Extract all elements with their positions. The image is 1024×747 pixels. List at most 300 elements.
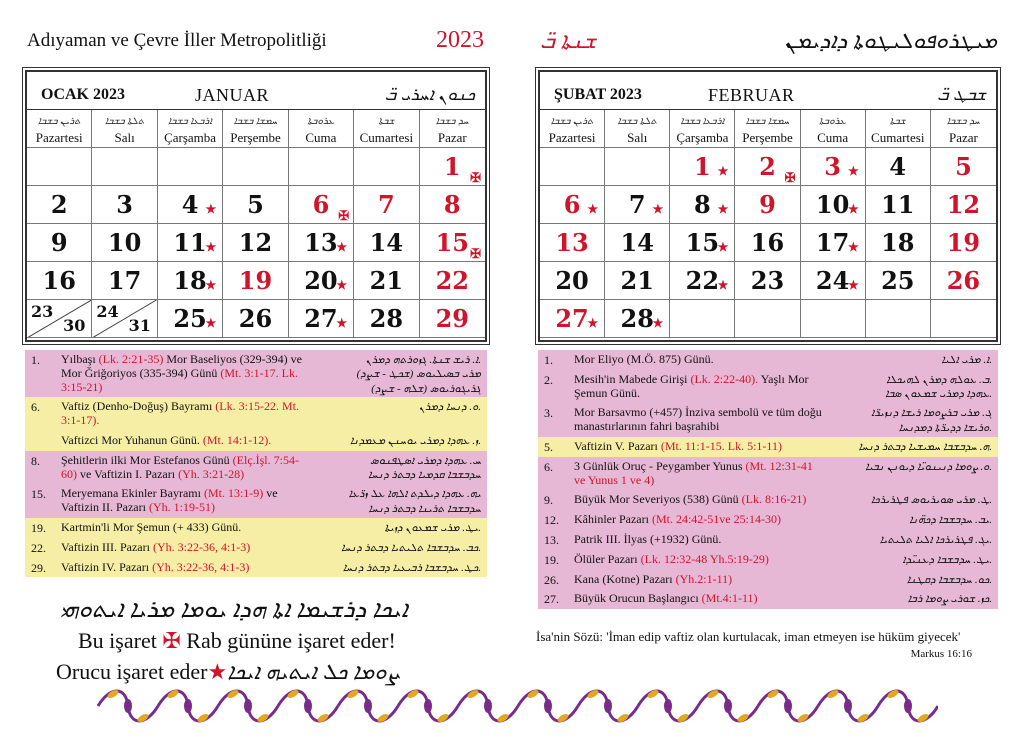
- event-day: 22.: [31, 540, 46, 555]
- day-number: 12: [946, 190, 981, 219]
- event-day: 29.: [31, 560, 46, 575]
- event-text: [61, 454, 313, 482]
- legend-sunday-text-pre: Bu işaret: [78, 628, 157, 653]
- day-number: 1: [694, 152, 711, 181]
- event-description: Şehitlerin ilki Mor Estefanos Günü: [61, 452, 230, 467]
- star-icon: ★: [652, 316, 664, 330]
- day-number: 9: [50, 228, 68, 257]
- ornament-border-icon: [88, 684, 938, 728]
- day-cell: [801, 224, 866, 262]
- month-title-syriac: ܟܢܘܢ ܐܚܪܝ ܒ̈: [384, 85, 475, 104]
- event-syriac: ܘ. ܨܘܡܐ ܕܢܝܢܘܝ̈ܐ ܕܝܘܢܢ ܢܒܝܐ.: [865, 460, 992, 473]
- day-cell: [605, 262, 670, 300]
- empty-day-cell: [670, 300, 735, 338]
- event-day: 2.: [544, 372, 553, 387]
- weekday-tr: Pazar: [948, 130, 978, 145]
- day-number: 11: [881, 190, 915, 219]
- day-number: 22: [685, 266, 720, 295]
- weekday-header: [289, 110, 354, 148]
- weekday-header: [866, 110, 931, 148]
- weekday-tr: Salı: [627, 130, 648, 145]
- event-syriac: ܒ. ܥܘܠܗ ܕܡܪܢ ܠܗܝܟܠܐ. ܥܗܕܐ ܕܡܪܝ ܫܡܥܘܢ ܣܒܐ.: [885, 373, 992, 401]
- event-description: Ölüler Pazarı: [574, 551, 638, 566]
- day-cell: [223, 262, 288, 300]
- weekday-tr: Perşembe: [230, 130, 281, 145]
- weekday-tr: Salı: [114, 130, 135, 145]
- star-icon: ★: [205, 240, 217, 254]
- weekday-header: [158, 110, 223, 148]
- day-number: 4: [889, 152, 907, 181]
- day-number: 7: [378, 190, 395, 219]
- event-day: 5.: [544, 439, 553, 454]
- weekday-header: [670, 110, 735, 148]
- event-description: ve Vaftizin I. Pazarı: [80, 466, 176, 481]
- day-cell: [158, 300, 223, 338]
- day-cell: [866, 186, 931, 224]
- star-icon: ★: [652, 202, 664, 216]
- day-cell: [540, 224, 605, 262]
- event-reference: (Lk. 3:15-22. Mt. 3:1-17).: [61, 399, 299, 428]
- event-syriac: ܗ. ܚܕܒܫܒܐ ܚܡܝܫܝܐ ܕܒܬܪ ܕܢܚܐ.: [858, 440, 992, 453]
- weekday-header: [605, 110, 670, 148]
- day-cell: [931, 262, 996, 300]
- event-description: Kana (Kotne) Pazarı: [574, 571, 673, 586]
- day-number: 12: [238, 228, 273, 257]
- event-row: [25, 558, 487, 578]
- day-number: 28: [369, 304, 404, 333]
- event-text: [574, 440, 824, 454]
- star-icon: ★: [847, 278, 859, 292]
- cross-icon: ✠: [784, 171, 796, 186]
- day-cell: [605, 300, 670, 338]
- day-number: 20: [304, 266, 338, 295]
- event-text: [574, 460, 824, 488]
- weekday-tr: Cumartesi: [871, 130, 925, 145]
- day-number: 18: [173, 266, 207, 295]
- day-cell: [158, 262, 223, 300]
- event-row: [538, 437, 998, 457]
- weekday-tr: Pazartesi: [35, 130, 83, 145]
- events-list-february: [538, 350, 998, 609]
- empty-day-cell: [158, 148, 223, 186]
- event-description: Vaftizin V. Pazarı: [574, 438, 658, 453]
- event-text: [574, 533, 824, 547]
- event-row: [538, 350, 998, 370]
- day-number: 4: [181, 190, 199, 219]
- event-description: Mor Barsavmo (+457) İnziva sembolü ve tüm doğu manastırlarının fahri başrahibi: [574, 405, 822, 434]
- day-number: 10: [107, 228, 142, 257]
- event-text: [61, 400, 313, 428]
- day-cell: [223, 300, 288, 338]
- star-icon: ★: [336, 240, 348, 254]
- event-reference: (Lk. 8:16-21): [741, 492, 807, 507]
- event-text: [574, 513, 824, 527]
- event-syriac: ܟܛ. ܚܕܒܫܒܐ ܪܒܝܥܝܐ ܕܒܬܪ ܕܢܚܐ.: [342, 561, 481, 574]
- weekday-tr: Perşembe: [742, 130, 793, 145]
- event-row: [25, 350, 487, 397]
- empty-day-cell: [605, 148, 670, 186]
- cross-icon: ✠: [470, 247, 481, 262]
- event-description: Mor Baseliyos (329-394) ve Mor Ğriğoriyos (335-394) Günü: [61, 352, 302, 380]
- day-number: 7: [628, 190, 646, 219]
- day-cell: [223, 186, 288, 224]
- event-syriac: ܟܙ. ܫܘܪܝ ܨܘܡܐ ܪܒܐ.: [907, 593, 992, 606]
- day-number: 26: [946, 266, 981, 295]
- event-text: [61, 541, 313, 555]
- month-title-de: JANUAR: [195, 85, 270, 105]
- event-reference: (Mt.4:1-11): [701, 591, 758, 606]
- event-reference: (Yh. 3:22-36, 4:1-3): [152, 559, 250, 574]
- event-reference: (Yh. 1:19-51): [148, 500, 215, 515]
- event-description: Kartmin'li Mor Şemun (+ 433) Günü.: [61, 519, 242, 534]
- event-text: [61, 561, 313, 575]
- day-cell: [420, 148, 485, 186]
- page-header: [0, 0, 1024, 60]
- day-number: 28: [620, 304, 654, 333]
- syriac-year-label: ܫܢܬܐ ܒ̈: [540, 28, 597, 53]
- day-number: 16: [750, 228, 785, 257]
- day-number: 29: [435, 304, 469, 333]
- weekday-syriac: ܫܒܬܐ: [378, 116, 395, 127]
- event-description: Meryemana Ekinler Bayramı: [61, 486, 201, 501]
- day-cell: [670, 186, 735, 224]
- day-number: 2: [50, 190, 68, 219]
- day-cell: [27, 224, 92, 262]
- day-cell: [289, 262, 354, 300]
- event-syriac: ܝܛ. ܡܪܝ ܫܡܥܘܢ ܕܙܝܬܐ.: [384, 521, 481, 534]
- weekday-syriac: ܚܡܫܐ ܒܫܒܐ: [233, 116, 278, 127]
- empty-day-cell: [354, 148, 419, 186]
- star-icon: ★: [847, 164, 859, 178]
- event-description: Büyük Mor Severiyos (538) Günü: [574, 492, 739, 507]
- weekday-header: [354, 110, 419, 148]
- event-text: [574, 373, 824, 401]
- day-number: 16: [42, 266, 76, 295]
- event-reference: (Yh. 3:21-28): [178, 466, 245, 481]
- weekday-tr: Cumartesi: [359, 130, 414, 145]
- event-reference: (Yh.2:1-11): [675, 571, 733, 586]
- event-row: [538, 457, 998, 491]
- weekday-syriac: ܫܒܬܐ: [889, 116, 906, 127]
- day-cell: [92, 262, 157, 300]
- event-description: Vaftiz (Denho-Doğuş) Bayramı: [61, 399, 213, 414]
- day-number: 3: [824, 152, 841, 181]
- cross-icon: ✠: [338, 209, 350, 224]
- weekday-tr: Pazar: [437, 130, 467, 145]
- day-cell: [540, 300, 605, 338]
- weekday-tr: Çarşamba: [676, 130, 729, 145]
- weekday-header: [92, 110, 157, 148]
- event-row: [25, 451, 487, 485]
- event-syriac: ܚ. ܥܗܕܐ ܕܡܪܝ ܐܣܛܦܢܘܣ ܚܕܒܫܒܐ ܩܕܡܝܐ ܕܒܬܪ ܕܢܚܐ: [368, 454, 481, 482]
- event-description: Mor Eliyo (M.Ö. 875) Günü.: [574, 352, 714, 366]
- star-icon: ★: [205, 316, 217, 330]
- day-cell: [866, 148, 931, 186]
- event-description: Vaftizin III. Pazarı: [61, 539, 150, 554]
- day-number: 25: [173, 304, 207, 333]
- day-number: 6: [563, 190, 581, 219]
- day-cell: [801, 262, 866, 300]
- year-label: 2023: [436, 27, 484, 53]
- month-title-de: FEBRUAR: [708, 85, 795, 105]
- day-cell: [289, 186, 354, 224]
- day-number: 24: [815, 266, 850, 295]
- star-icon: ★: [847, 240, 859, 254]
- empty-day-cell: [735, 300, 800, 338]
- event-day: 19.: [544, 552, 559, 567]
- day-number: 18: [881, 228, 915, 257]
- day-number: 15: [435, 228, 469, 257]
- event-syriac: ܛ. ܡܪܝ ܣܘܝܪܝܘܣ ܦܛܪܝܪܟܐ.: [870, 494, 992, 507]
- event-text: [574, 353, 824, 367]
- event-text: [61, 434, 313, 448]
- quote-source: Markus 16:16: [910, 648, 972, 660]
- star-icon: ★: [205, 278, 217, 292]
- day-cell: [801, 148, 866, 186]
- event-syriac: ܟܒ. ܚܕܒܫܒܐ ܬܠܝܬܝܐ ܕܒܬܪ ܕܢܚܐ.: [341, 541, 481, 554]
- event-text: [574, 573, 824, 587]
- day-number: 10: [815, 190, 850, 219]
- weekday-header: [931, 110, 996, 148]
- cross-icon: ✠: [470, 171, 481, 186]
- star-icon: ★: [717, 202, 729, 216]
- day-cell-split: [27, 300, 92, 338]
- event-description: ve Vaftizin II. Pazarı: [61, 486, 278, 515]
- weekday-header: [223, 110, 288, 148]
- weekday-tr: Çarşamba: [164, 130, 217, 145]
- day-number: 13: [555, 228, 589, 257]
- event-description: Patrik III. İlyas (+1932) Günü.: [574, 531, 722, 546]
- day-number: 13: [304, 228, 338, 257]
- star-icon: ★: [587, 316, 599, 330]
- weekday-syriac: ܬܪܝܢ ܒܫܒܐ: [37, 116, 81, 127]
- day-cell: [420, 186, 485, 224]
- day-number: 17: [107, 266, 142, 295]
- metropolitanate-title: Adıyaman ve Çevre İller Metropolitliği: [27, 30, 327, 51]
- event-syriac: ܝܛ. ܚܕܒܫܒܐ ܕܥܢܝ̈ܕܐ.: [902, 553, 992, 566]
- calendar-title-january: [27, 72, 485, 110]
- day-cell: [223, 224, 288, 262]
- day-number: 25: [881, 266, 915, 295]
- event-reference: (Mt. 13:1-9): [203, 486, 264, 501]
- day-cell: [866, 262, 931, 300]
- day-number: 15: [685, 228, 720, 257]
- day-cell: [605, 224, 670, 262]
- star-icon: ★: [336, 278, 348, 292]
- day-cell: [735, 186, 800, 224]
- weekday-syriac: ܥܪܘܒܬܐ: [819, 116, 847, 127]
- weekday-syriac: ܐܪܒܥܐ ܒܫܒܐ: [680, 116, 725, 127]
- day-cell: [158, 224, 223, 262]
- empty-day-cell: [801, 300, 866, 338]
- event-text: [61, 487, 313, 515]
- star-icon: ★: [847, 202, 859, 216]
- day-number: 19: [946, 228, 981, 257]
- legend-sunday-text-post: Rab gününe işaret eder!: [186, 628, 396, 653]
- bible-quote: İsa'nin Sözü: 'İman edip vaftiz olan kurtulacak, iman etmeyen ise hüküm giyecek': [536, 629, 961, 644]
- weekday-syriac: ܬܠܬܐ ܒܫܒܐ: [617, 116, 657, 127]
- event-text: [61, 521, 313, 535]
- day-number: 11: [173, 228, 207, 257]
- day-grid-february: [540, 110, 996, 338]
- day-number: 6: [312, 190, 330, 219]
- day-number: 5: [955, 152, 972, 181]
- event-description: Vaftizin IV. Pazarı: [61, 559, 150, 574]
- day-cell: [420, 300, 485, 338]
- day-cell: [670, 262, 735, 300]
- event-day: 3.: [544, 406, 553, 421]
- event-day: 6.: [544, 459, 553, 474]
- event-day: 8.: [31, 453, 40, 468]
- day-cell: [735, 148, 800, 186]
- day-cell: [289, 300, 354, 338]
- day-number: 22: [435, 266, 469, 295]
- empty-day-cell: [540, 148, 605, 186]
- star-icon: ★: [336, 316, 348, 330]
- calendar-january: [25, 70, 487, 342]
- event-reference: (Lk. 2:21-35): [98, 352, 164, 366]
- event-row: [25, 538, 487, 558]
- event-reference: (Mt. 3:1-17. Lk. 3:15-21): [61, 365, 298, 394]
- event-day: 6.: [31, 400, 40, 415]
- day-number: 27: [304, 304, 338, 333]
- day-cell-split: [92, 300, 157, 338]
- events-list-january: [25, 350, 487, 577]
- weekday-header: [801, 110, 866, 148]
- day-cell: [158, 186, 223, 224]
- event-row: [25, 484, 487, 518]
- day-cell: [420, 262, 485, 300]
- event-syriac: ܐ. ܪܝܫ ܫܢܬܐ. ܓܙܘܪܬܗ ܕܡܪܢ. ܡܪܝ ܒܣܝܠܝܘܣ (ܫܟܛ - ܫܨܕ) (ܫܠܗ - ܫܨܕ) ܓܪܝܓܘܪܝܘܣ: [356, 354, 481, 395]
- event-description: Vaftizci Mor Yuhanun Günü.: [61, 432, 200, 447]
- day-cell: [931, 148, 996, 186]
- day-number: 5: [247, 190, 264, 219]
- weekday-syriac: ܬܪܝܢ ܒܫܒܐ: [550, 116, 594, 127]
- day-number: 20: [555, 266, 589, 295]
- empty-day-cell: [92, 148, 157, 186]
- day-cell: [354, 224, 419, 262]
- day-number: 21: [620, 266, 654, 295]
- event-description: 3 Günlük Oruç - Peygamber Yunus: [574, 458, 743, 473]
- event-syriac: ܙ. ܥܗܕܐ ܕܡܪܝ ܝܘܚܢܢ ܡܥܡܕܢܐ.: [349, 434, 481, 447]
- weekday-syriac: ܚܡܫܐ ܒܫܒܐ: [745, 116, 790, 127]
- day-number: 14: [620, 228, 654, 257]
- event-syriac: ܐ. ܡܪܝ ܐܠܝܐ.: [941, 354, 992, 366]
- weekday-header: [540, 110, 605, 148]
- legend-fasting-syriac: ܨܘܡܐ ܟܠ ܐܝܬܝܗ ܐܝܟܐ: [227, 659, 399, 684]
- day-cell: [92, 186, 157, 224]
- event-day: 1.: [544, 353, 553, 367]
- weekday-syriac: ܬܠܬܐ ܒܫܒܐ: [104, 116, 145, 127]
- event-row: [538, 490, 998, 510]
- event-reference: (Elç.İşl. 7:54-60): [61, 452, 299, 481]
- day-cell: [931, 186, 996, 224]
- event-reference: (Mt. 14:1-12).: [202, 432, 272, 447]
- event-syriac: ܘ. ܕܢܚܐ ܕܡܪܢ.: [419, 401, 481, 414]
- event-day: 26.: [544, 572, 559, 587]
- event-day: 1.: [31, 353, 40, 367]
- event-day: 15.: [31, 487, 46, 502]
- event-row: [25, 518, 487, 538]
- calendar-title-february: [540, 72, 996, 110]
- day-cell: [27, 186, 92, 224]
- event-description: Yılbaşı: [61, 352, 96, 366]
- day-number: 8: [443, 190, 461, 219]
- event-row: [25, 397, 487, 431]
- event-reference: (Mt. 12:31-41 ve Yunus 1 ve 4): [574, 458, 813, 487]
- star-icon: ★: [717, 240, 729, 254]
- legend-syriac: ܐܝܟܐ ܕܪܫܝܡܐ ܐܬܐ ܗܕܐ ܝܘܡܐ ܡܪܝܐ ܐܝܬܘܗܝ: [60, 597, 408, 623]
- star-icon: ★: [587, 202, 599, 216]
- day-cell: [670, 148, 735, 186]
- event-text: [61, 353, 313, 394]
- event-reference: (Mt. 24:42-51ve 25:14-30): [651, 512, 781, 527]
- month-title-tr: ŞUBAT 2023: [554, 86, 642, 103]
- event-description: Büyük Orucun Başlangıcı: [574, 591, 699, 606]
- day-cell: [354, 300, 419, 338]
- day-number: 2: [759, 152, 776, 181]
- legend-fasting: [56, 659, 398, 685]
- day-cell: [354, 186, 419, 224]
- weekday-header: [420, 110, 485, 148]
- empty-day-cell: [289, 148, 354, 186]
- event-text: [574, 592, 824, 606]
- day-number: 9: [759, 190, 776, 219]
- event-row: [538, 570, 998, 590]
- event-reference: (Yh. 3:22-36, 4:1-3): [152, 539, 251, 554]
- event-syriac: ܟܘ. ܚܕܒܫܒܐ ܕܩܛܢܐ.: [906, 573, 992, 586]
- month-title-tr: OCAK 2023: [41, 86, 125, 103]
- event-syriac: ܝܓ. ܦܛܪܝܪܟܐ ܐܠܝܐ ܬܠܝܬܝܐ.: [879, 533, 992, 546]
- event-description: Kâhinler Pazarı: [574, 512, 649, 527]
- star-icon: ★: [205, 202, 217, 216]
- event-row: [538, 370, 998, 404]
- day-cell: [354, 262, 419, 300]
- day-grid-january: [27, 110, 485, 338]
- weekday-syriac: ܐܪܒܥܐ ܒܫܒܐ: [168, 116, 213, 127]
- weekday-tr: Cuma: [817, 130, 849, 145]
- star-icon: ★: [717, 164, 729, 178]
- day-number: 21: [369, 266, 404, 295]
- day-number: 19: [238, 266, 273, 295]
- day-number: 23: [31, 302, 54, 321]
- event-row: [25, 431, 487, 451]
- star-icon: ★: [207, 659, 228, 684]
- day-number: 30: [63, 316, 86, 335]
- event-reference: (Lk. 2:22-40).: [690, 371, 759, 386]
- day-cell: [92, 224, 157, 262]
- day-cell: [931, 224, 996, 262]
- weekday-header: [27, 110, 92, 148]
- empty-day-cell: [223, 148, 288, 186]
- event-description: Mesih'in Mabede Girişi: [574, 371, 688, 386]
- event-day: 19.: [31, 520, 46, 535]
- day-number: 17: [815, 228, 850, 257]
- day-cell: [670, 224, 735, 262]
- day-number: 14: [369, 228, 404, 257]
- event-reference: (Mt. 11:1-15. Lk. 5:1-11): [660, 438, 782, 453]
- event-text: [574, 406, 824, 434]
- event-text: [574, 493, 824, 507]
- event-day: 27.: [544, 592, 559, 607]
- event-row: [538, 403, 998, 437]
- legend-sunday: [78, 628, 396, 654]
- day-number: 31: [128, 316, 151, 335]
- event-row: [538, 510, 998, 530]
- day-cell: [866, 224, 931, 262]
- month-title-syriac: ܫܒܛ ܒ̈: [937, 85, 986, 104]
- empty-day-cell: [27, 148, 92, 186]
